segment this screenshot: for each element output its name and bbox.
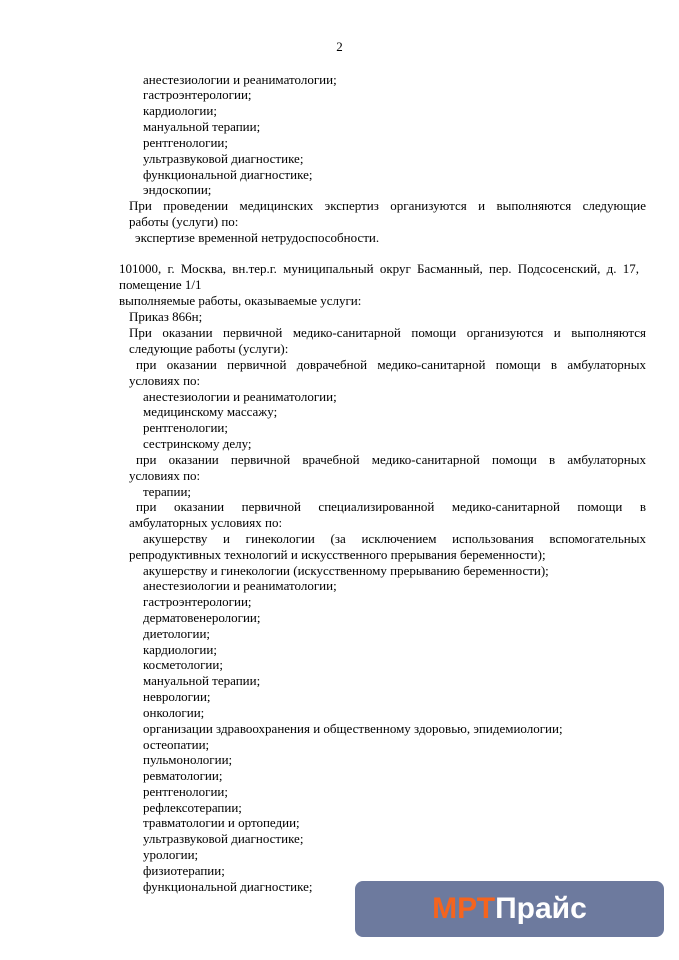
text-line: ультразвуковой диагностике;: [143, 831, 304, 846]
text-line: функциональной диагностике;: [143, 167, 313, 182]
watermark-part-mrt: МРТ: [432, 892, 496, 925]
text-line: мануальной терапии;: [143, 119, 261, 134]
text-line: условиях по:: [129, 468, 201, 483]
text-line: медицинскому массажу;: [143, 404, 278, 419]
text-line: эндоскопии;: [143, 182, 212, 197]
text-line: экспертизе временной нетрудоспособности.: [135, 230, 380, 245]
text-line: онкологии;: [143, 705, 205, 720]
text-line: репродуктивных технологий и искусственного прерывания беременности);: [129, 547, 546, 562]
text-line: условиях по:: [129, 373, 201, 388]
text-line: ревматологии;: [143, 768, 223, 783]
text-line: анестезиологии и реаниматологии;: [143, 389, 337, 404]
text-line: урологии;: [143, 847, 199, 862]
text-line: акушерству и гинекологии (за исключением использования вспомогательных: [143, 531, 646, 546]
watermark-part-price: Прайс: [495, 892, 587, 925]
text-line: терапии;: [143, 484, 192, 499]
text-line: мануальной терапии;: [143, 673, 261, 688]
text-line: При оказании первичной медико-санитарной помощи организуются и выполняются: [129, 325, 646, 340]
text-line: остеопатии;: [143, 737, 210, 752]
text-line: функциональной диагностике;: [143, 879, 313, 894]
text-line: анестезиологии и реаниматологии;: [143, 72, 337, 87]
text-line: диетологии;: [143, 626, 211, 641]
text-line: физиотерапии;: [143, 863, 225, 878]
text-line: амбулаторных условиях по:: [129, 515, 283, 530]
text-line: помещение 1/1: [119, 277, 202, 292]
text-line: ультразвуковой диагностике;: [143, 151, 304, 166]
text-line: акушерству и гинекологии (искусственному прерыванию беременности);: [143, 563, 549, 578]
text-line: Приказ 866н;: [129, 309, 203, 324]
text-line: рентгенологии;: [143, 135, 228, 150]
page-number: 2: [336, 39, 343, 54]
mrtprice-watermark: [355, 881, 664, 937]
text-line: неврологии;: [143, 689, 211, 704]
text-line: гастроэнтерологии;: [143, 594, 252, 609]
text-line: кардиологии;: [143, 642, 217, 657]
text-line: При проведении медицинских экспертиз организуются и выполняются следующие: [129, 198, 646, 213]
text-line: следующие работы (услуги):: [129, 341, 289, 356]
text-line: при оказании первичной врачебной медико-санитарной помощи в амбулаторных: [136, 452, 646, 467]
text-line: кардиологии;: [143, 103, 217, 118]
text-line: косметологии;: [143, 657, 223, 672]
text-line: рентгенологии;: [143, 784, 228, 799]
text-line: 101000, г. Москва, вн.тер.г. муниципальный округ Басманный, пер. Подсосенский, д. 17,: [119, 261, 639, 276]
text-line: выполняемые работы, оказываемые услуги:: [119, 293, 362, 308]
text-line: рентгенологии;: [143, 420, 228, 435]
text-line: анестезиологии и реаниматологии;: [143, 578, 337, 593]
text-line: травматологии и ортопедии;: [143, 815, 300, 830]
text-line: пульмонологии;: [143, 752, 233, 767]
text-line: при оказании первичной специализированной медико-санитарной помощи в: [136, 499, 646, 514]
text-line: сестринскому делу;: [143, 436, 252, 451]
text-line: при оказании первичной доврачебной медико-санитарной помощи в амбулаторных: [136, 357, 646, 372]
text-line: дерматовенерологии;: [143, 610, 261, 625]
text-line: гастроэнтерологии;: [143, 87, 252, 102]
text-line: рефлексотерапии;: [143, 800, 242, 815]
text-line: работы (услуги) по:: [129, 214, 239, 229]
text-line: организации здравоохранения и общественному здоровью, эпидемиологии;: [143, 721, 563, 736]
